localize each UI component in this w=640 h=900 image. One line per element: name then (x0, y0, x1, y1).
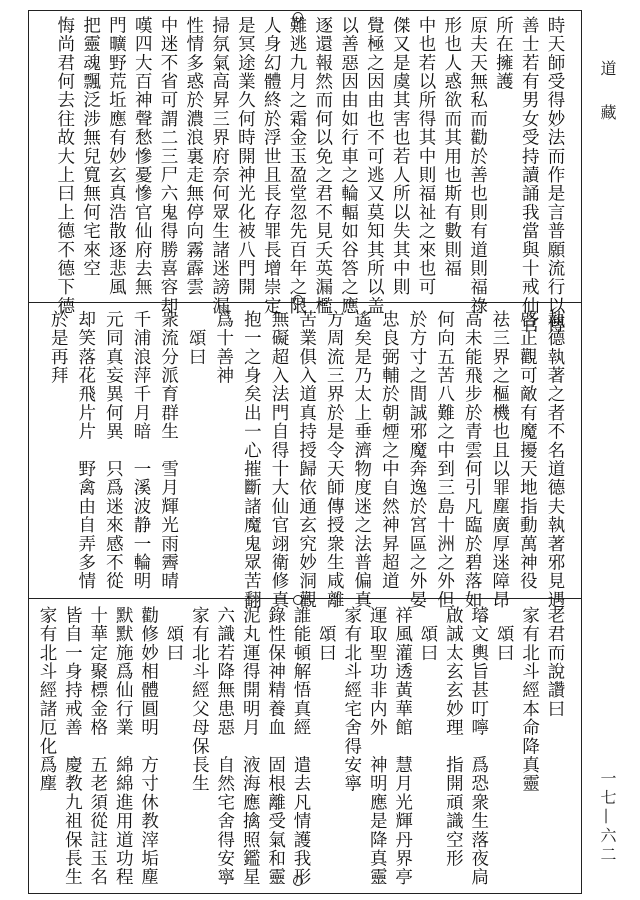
text-column: 人身幻體終於浮世且長存罪長增崇定 (261, 16, 282, 316)
text-column: 却笑落花飛片片 野禽由自弄多情 (75, 310, 96, 591)
text-column: 難逃九月之霜金玉盈堂忽先百年之限 (287, 16, 307, 316)
text-column: 中也若以所得其中則福祉之來也可 (416, 16, 436, 297)
text-column: 以善惡因由如行車之輪輻如谷答之應 (338, 16, 359, 316)
text-column: 悔尚君何去往故大上曰上德不德下德 (54, 16, 75, 316)
text-column: 千浦浪萍千月暗 一溪波静一輪明 (131, 310, 151, 591)
text-column: 璿文輿旨甚叮嚀 爲恐衆生落夜扃 (468, 606, 489, 887)
text-column: 門曠野荒坵應有妙玄真浩散逐悲風 (106, 16, 127, 297)
text-column: 於是再拜 (48, 310, 69, 385)
text-column: 傑又是虞其害也若人所以失其中則 (390, 16, 411, 297)
text-column: 默默施爲仙行業 綿綿進用道功程 (113, 606, 134, 887)
text-column: 錄性保神精養血 固根離受氣和靈 (265, 606, 286, 887)
text-column: 家有北斗經宅舍得安寧 (341, 606, 362, 793)
text-column: 於方寸之間誠邪魔奔逸於宮區之外晏 (407, 310, 427, 610)
text-column: 啓正觀可敵有魔擾天地指動萬神役 (517, 310, 538, 591)
margin-title: 道 藏 (598, 60, 617, 126)
text-column: 勸修妙相體圓明 方寸休教滓垢塵 (138, 606, 159, 887)
text-column: 家有北斗經諸厄化爲塵 (37, 606, 57, 793)
text-column: 六識若降無患惡 自然宅舍得安寧 (214, 606, 235, 887)
text-column: 頌曰 (316, 606, 337, 663)
text-column: 運取聖功非内外 神明應是降真靈 (367, 606, 388, 887)
text-column: 頌曰 (494, 606, 515, 663)
text-column: 苦業俱入道真持授歸依通玄究妙洞觀 (296, 310, 317, 610)
text-column: 忠良弼輔於朝煙之中自然神昇超道 (379, 310, 400, 591)
text-column: 方周流三界於是令天師傳授衆生咸離 (324, 310, 345, 610)
text-column: 誰能頓解悟真經 遣去凡情護我形 (291, 606, 311, 887)
text-column: 無礙超入法門自得十大仙官翊衛修真 (269, 310, 289, 610)
text-column: 把靈魂飄泛涉無兒寬無何宅來空 (80, 16, 101, 278)
text-column: 嘆四大百神聲愁慘憂慘官仙府去無 (132, 16, 153, 297)
text-column: 所在擁護 (493, 16, 514, 91)
text-column: 高未能飛步於青雲何引凡臨於碧落如 (462, 310, 483, 610)
text-column: 頌曰 (164, 606, 184, 663)
text-column: 泥丸運得開明月 液海應擒照鑑星 (240, 606, 261, 887)
text-column: 逐還報然而何以免之君不見夭英漏檻 (312, 16, 333, 316)
page-number: 一七—六二 (598, 770, 617, 865)
text-column: 原夫天無私而勸於善也則有道則福祿 (467, 16, 488, 316)
text-column: 性情多惑於濃浪裏走無停向霧霹雲 (183, 16, 204, 297)
text-column: 是冥途業久何時開神光化被八門開 (235, 16, 256, 297)
text-column: 善士若有男女受持讀誦我當與十戒仙官 (519, 16, 540, 334)
text-column: 抱一之身矣出一心摧斷諸魔鬼眾苦翻 (241, 310, 262, 610)
text-column: 衆流分派育群生 雪月輝光雨霽晴 (158, 310, 179, 591)
text-column: 啟誠太玄玄妙理 指開頑識空形 (443, 606, 464, 868)
text-column: 祥風灌透黃華館 慧月光輝丹界亭 (392, 606, 413, 887)
text-column: 家有北斗經本命降真靈 (519, 606, 540, 793)
text-column: 家有北斗經父母保長生 (189, 606, 210, 793)
text-column: 掃氛氣高昇三界府奈何眾生諸迷謗漏 (209, 16, 230, 316)
text-column: 十華定聚標金格 五老須從註玉名 (87, 606, 108, 887)
text-column: 老君而說讚曰 (545, 606, 565, 719)
text-column: 覺極之因由也不可逃又莫知其所以盖 (364, 16, 385, 316)
text-column: 形也人惑欲而其用也斯有數則福 (441, 16, 462, 278)
text-column: 爲十善神 (213, 310, 234, 385)
text-column: 元同真妄異何異 只爲迷來感不從 (103, 310, 124, 591)
text-column: 何向五苦八難之中到三島十洲之外但 (434, 310, 455, 610)
text-column: 祛三界之樞機也且以罪塵廣厚迷障昂 (489, 310, 510, 610)
text-column: 皆自一身持戒善 慶教九祖保長生 (62, 606, 83, 887)
text-column: 執德執著之者不名道德夫執著邪見遇 (545, 310, 565, 610)
text-column: 中迷不省可謂二三尸六鬼得勝喜容却 (158, 16, 178, 316)
text-column: 頌曰 (186, 310, 207, 367)
text-column: 時天師受得妙法而作是言普願流行以傳 (545, 16, 565, 334)
text-column: 遙矣是乃太上垂濟物度迷之法普偏真 (351, 310, 372, 610)
text-column: 頌曰 (418, 606, 438, 663)
